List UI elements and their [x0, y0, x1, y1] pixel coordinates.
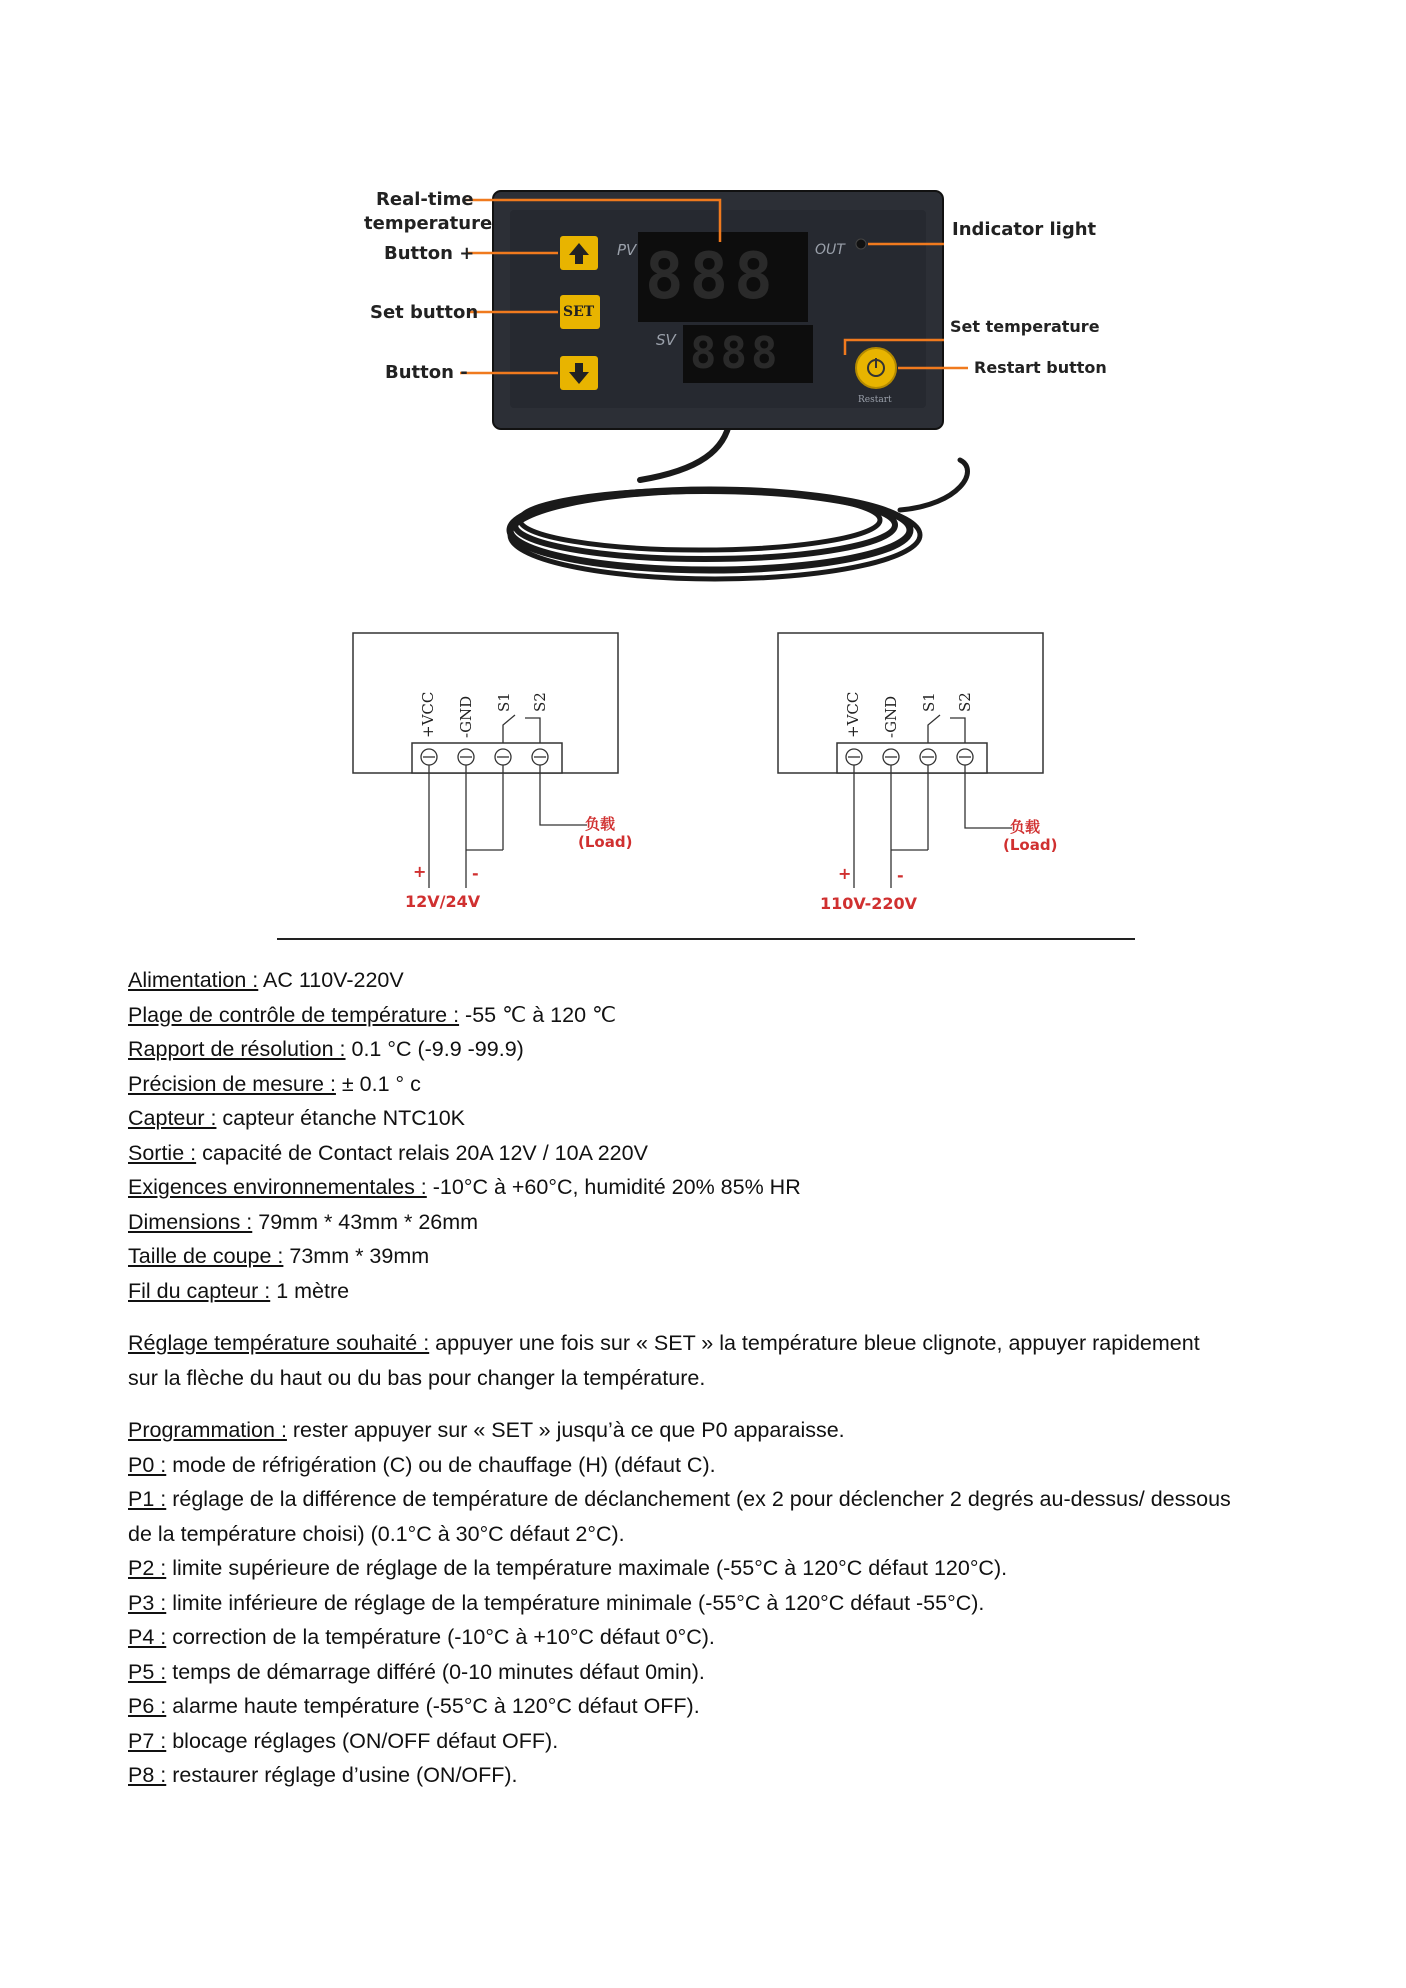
param-label: P7 : [128, 1728, 167, 1753]
spec-label: Dimensions : [128, 1209, 253, 1234]
spec-label: Exigences environnementales : [128, 1175, 427, 1199]
spec-label: Fil du capteur : [128, 1278, 271, 1303]
spec-value: 73mm * 39mm [283, 1244, 430, 1268]
param-value: restaurer réglage d’usine (ON/OFF). [166, 1763, 518, 1787]
spec-label: Sortie : [128, 1140, 197, 1165]
spec-label: Taille de coupe : [128, 1244, 284, 1268]
spec-line [128, 963, 1288, 998]
programmation-line [128, 1413, 1288, 1448]
load-label-cn: 负载 [585, 815, 616, 833]
spec-line [128, 1067, 1288, 1102]
spec-line [128, 1274, 1288, 1309]
minus-sign: - [897, 866, 904, 885]
param-label: P2 : [128, 1556, 167, 1580]
param-value: temps de démarrage différé (0-10 minutes défaut 0min). [166, 1659, 705, 1684]
param-label: P5 : [128, 1659, 167, 1684]
spec-line [128, 1136, 1288, 1171]
spec-value: AC 110V-220V [258, 968, 404, 992]
sensor-cable [510, 420, 968, 579]
pv-digits: 888 [645, 240, 779, 314]
spec-label: Capteur : [128, 1106, 217, 1130]
param-line [128, 1655, 1288, 1690]
spec-label: Précision de mesure : [128, 1071, 336, 1096]
terminal-gnd: -GND [457, 695, 475, 738]
callout-set-button: Set button [370, 302, 479, 323]
param-label: P1 : [128, 1487, 167, 1511]
spec-line [128, 1101, 1288, 1136]
param-line [128, 1758, 1288, 1793]
divider-line [277, 938, 1135, 940]
spec-value: 79mm * 43mm * 26mm [252, 1209, 479, 1234]
spec-line [128, 1170, 1288, 1205]
param-line [128, 1448, 1288, 1483]
param-value: blocage réglages (ON/OFF défaut OFF). [166, 1728, 559, 1753]
programmation-label: Programmation : [128, 1418, 287, 1442]
restart-small-label: Restart [858, 395, 892, 405]
param-value: réglage de la différence de température de déclanchement (ex 2 pour déclencher 2 degrés au-dessus/ dessous de la température choisi) (0.1°C à 30°C défaut 2°C). [128, 1487, 1231, 1546]
spec-value: capteur étanche NTC10K [216, 1106, 466, 1130]
spec-value: 0.1 °C (-9.9 -99.9) [345, 1037, 524, 1061]
restart-button[interactable] [856, 348, 896, 388]
product-figure [0, 0, 1406, 600]
plus-sign: + [413, 862, 427, 881]
indicator-led [856, 239, 866, 249]
callout-real-time-1: Real-time [376, 189, 474, 210]
param-line [128, 1689, 1288, 1724]
terminal-vcc: +VCC [844, 691, 862, 738]
load-label-en: (Load) [578, 833, 633, 851]
param-label: P8 : [128, 1763, 167, 1787]
plus-sign: + [838, 864, 852, 883]
wiring-diagram-12v [345, 630, 675, 920]
spec-value: capacité de Contact relais 20A 12V / 10A 220V [196, 1140, 648, 1165]
terminal-s2: S2 [956, 692, 974, 712]
spec-value: 1 mètre [270, 1278, 350, 1303]
spec-label: Rapport de résolution : [128, 1037, 346, 1061]
param-value: limite inférieure de réglage de la température minimale (-55°C à 120°C défaut -55°C). [166, 1590, 985, 1615]
set-key-label: SET [563, 304, 595, 320]
param-label: P4 : [128, 1625, 167, 1649]
callout-real-time-2: temperature [364, 213, 493, 234]
param-value: limite supérieure de réglage de la température maximale (-55°C à 120°C défaut 120°C). [166, 1556, 1008, 1580]
param-value: correction de la température (-10°C à +10°C défaut 0°C). [166, 1625, 715, 1649]
param-line [128, 1586, 1288, 1621]
spec-value: ± 0.1 ° c [335, 1071, 421, 1096]
minus-sign: - [472, 864, 479, 883]
param-line [128, 1724, 1288, 1759]
spec-line [128, 1032, 1288, 1067]
spec-value: -55 ℃ à 120 ℃ [459, 1002, 617, 1027]
voltage-label: 110V-220V [820, 894, 918, 913]
button-minus[interactable] [560, 356, 598, 390]
param-line [128, 1551, 1288, 1586]
callout-indicator-light: Indicator light [952, 219, 1097, 240]
wiring-diagram-220v [770, 630, 1100, 920]
param-label: P0 : [128, 1452, 167, 1477]
spec-label: Alimentation : [128, 968, 259, 992]
callout-set-temperature: Set temperature [950, 317, 1100, 336]
sv-digits: 888 [690, 328, 782, 379]
button-plus[interactable] [560, 236, 598, 270]
callout-button-minus: Button - [385, 362, 468, 383]
load-label-en: (Load) [1003, 836, 1058, 854]
spec-value: -10°C à +60°C, humidité 20% 85% HR [426, 1175, 801, 1199]
reglage-value: appuyer une fois sur « SET » la température bleue clignote, appuyer rapidement sur la flèche du haut ou du bas pour changer la température. [128, 1331, 1200, 1390]
terminal-s1: S1 [495, 692, 513, 712]
spec-text [128, 963, 1288, 1793]
callout-restart-button: Restart button [974, 358, 1107, 377]
pv-label: PV [617, 241, 637, 259]
wiring-schematic [345, 630, 675, 920]
terminal-gnd: -GND [882, 695, 900, 738]
param-line [128, 1620, 1288, 1655]
terminal-s2: S2 [531, 692, 549, 712]
out-label: OUT [815, 242, 845, 258]
spec-line [128, 998, 1288, 1033]
programmation-value: rester appuyer sur « SET » jusqu’à ce que P0 apparaisse. [286, 1418, 845, 1442]
param-value: alarme haute température (-55°C à 120°C défaut OFF). [166, 1694, 700, 1718]
callout-button-plus: Button + [384, 243, 475, 264]
param-label: P3 : [128, 1590, 167, 1615]
terminal-s1: S1 [920, 692, 938, 712]
wiring-schematic [770, 630, 1100, 920]
param-value: mode de réfrigération (C) ou de chauffage (H) (défaut C). [166, 1452, 716, 1477]
spec-line [128, 1239, 1288, 1274]
param-label: P6 : [128, 1694, 167, 1718]
terminal-vcc: +VCC [419, 691, 437, 738]
sv-label: SV [656, 331, 676, 349]
load-label-cn: 负载 [1010, 818, 1041, 836]
voltage-label: 12V/24V [405, 892, 481, 911]
param-line [128, 1482, 1258, 1551]
spec-line [128, 1205, 1288, 1240]
spec-label: Plage de contrôle de température : [128, 1002, 460, 1027]
reglage-label: Réglage température souhaité : [128, 1331, 430, 1355]
reglage-paragraph [128, 1326, 1218, 1395]
